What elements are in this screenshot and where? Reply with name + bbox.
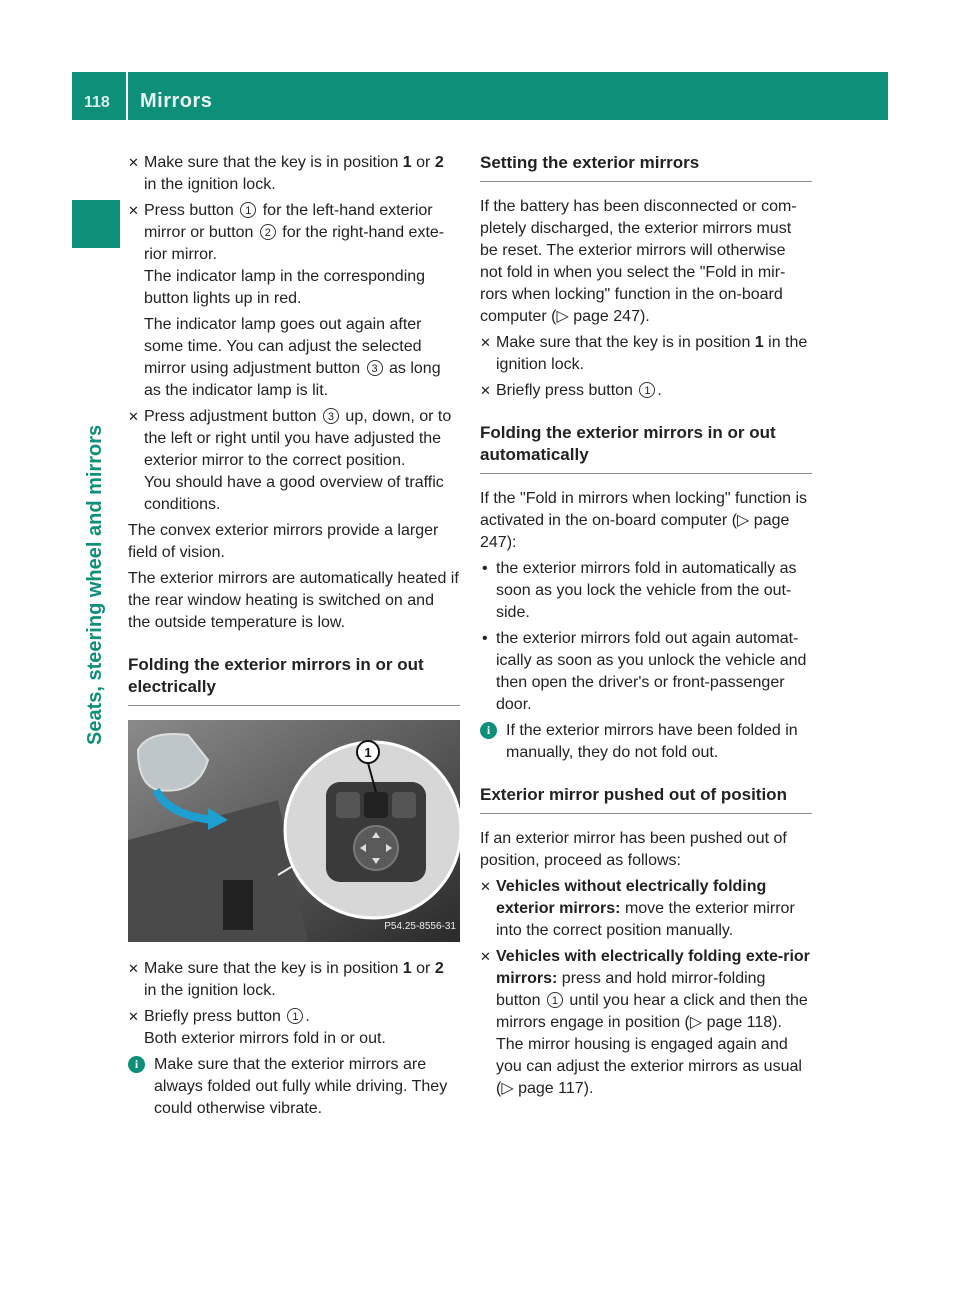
step-result: The mirror housing is engaged again and you can adjust the exterior mirrors as usual (▷ page 117). (496, 1036, 802, 1097)
paragraph: If an exterior mirror has been pushed out of position, proceed as follows: (480, 830, 787, 869)
step-result: The indicator lamp goes out again after some time. You can adjust the selected mirror using adjustment button 3 as long as the indicator lamp is lit. (144, 316, 441, 399)
callout-number: 1 (639, 382, 655, 398)
callout-number: 1 (287, 1008, 303, 1024)
step: ✕ Briefly press button 1 . Both exterior mirrors fold in or out. (128, 1006, 460, 1050)
step-marker-icon: ✕ (480, 335, 491, 350)
door-panel-figure (128, 720, 460, 942)
step: ✕ Briefly press button 1 . (480, 380, 812, 402)
info-note: i Make sure that the exterior mirrors are always folded out fully while driving. They could otherwise vibrate. (128, 1054, 460, 1120)
callout-number: 3 (323, 408, 339, 424)
page-ref-arrow-icon: ▷ (737, 512, 750, 529)
section-heading: Setting the exterior mirrors (480, 152, 812, 182)
list-item: • the exterior mirrors fold in automatically as soon as you lock the vehicle from the out-side. (482, 560, 797, 621)
info-note: i If the exterior mirrors have been folded in manually, they do not fold out. (480, 720, 812, 764)
step: ✕ Make sure that the key is in position 1 in the ignition lock. (480, 334, 808, 373)
paragraph: The convex exterior mirrors provide a larger field of vision. (128, 522, 439, 561)
step: ✕ Press button 1 for the left-hand exterior mirror or button 2 for the right-hand exte-rior mirror. The indicator lamp in the corresponding button lights up in red. The indicator lamp goes out again after some time. You can adjust the selected mirror using adjustment button 3 as long as the indicator lamp is lit. (128, 200, 460, 402)
page-ref-arrow-icon: ▷ (556, 308, 569, 325)
left-column (128, 152, 460, 1124)
step-result: Both exterior mirrors fold in or out. (144, 1030, 386, 1047)
sidebar-block (72, 200, 120, 248)
sidebar-tab-label: Seats, steering wheel and mirrors (84, 424, 106, 745)
step-marker-icon: ✕ (480, 383, 491, 398)
section-heading: Folding the exterior mirrors in or out electrically (128, 654, 460, 706)
step-marker-icon: ✕ (480, 949, 491, 964)
step-result: You should have a good overview of traffic conditions. (144, 474, 444, 513)
figure-callout-number: 1 (364, 745, 372, 760)
bullet-icon: • (482, 560, 488, 577)
page-ref-arrow-icon: ▷ (689, 1014, 703, 1031)
paragraph: The exterior mirrors are automatically heated if the rear window heating is switched on and the outside temperature is low. (128, 570, 459, 631)
section-heading: Folding the exterior mirrors in or out automatically (480, 422, 812, 474)
step-marker-icon: ✕ (128, 961, 139, 976)
callout-number: 3 (367, 360, 383, 376)
step: ✕ Vehicles with electrically folding exte-rior mirrors: press and hold mirror-folding button 1 until you hear a click and then the mirrors engage in position (▷ page 118). The mirror housing is engaged again and you can adjust the exterior mirrors as usual (▷ page 117). (480, 946, 812, 1100)
callout-number: 1 (547, 992, 563, 1008)
figure-code: P54.25-8556-31 (384, 921, 456, 932)
step-marker-icon: ✕ (480, 879, 491, 894)
step: ✕ Make sure that the key is in position 1 or 2 in the ignition lock. (128, 960, 444, 999)
callout-number: 2 (260, 224, 276, 240)
page-number: 118 (84, 94, 110, 111)
step: ✕ Vehicles without electrically folding exterior mirrors: move the exterior mirror into the correct position manually. (480, 878, 795, 939)
list-item: • the exterior mirrors fold out again automat-ically as soon as you unlock the vehicle and then open the driver's or front-passenger door. (482, 630, 807, 713)
step: ✕ Make sure that the key is in position 1 or 2 in the ignition lock. (128, 154, 444, 193)
step-marker-icon: ✕ (128, 409, 139, 424)
right-column (480, 152, 812, 1104)
step: ✕ Press adjustment button 3 up, down, or to the left or right until you have adjusted the exterior mirror to the correct position. You should have a good overview of traffic conditions. (128, 406, 460, 516)
paragraph: If the "Fold in mirrors when locking" function is activated in the on-board computer (▷ page 247): (480, 490, 808, 551)
callout-number: 1 (240, 202, 256, 218)
step-marker-icon: ✕ (128, 155, 139, 170)
page-ref-arrow-icon: ▷ (501, 1080, 514, 1097)
step-result: The indicator lamp in the corresponding button lights up in red. (144, 268, 426, 307)
header-divider (126, 72, 128, 120)
step-marker-icon: ✕ (128, 203, 139, 218)
paragraph: If the battery has been disconnected or com-pletely discharged, the exterior mirrors must be reset. The exterior mirrors will otherwise not fold in when you select the "Fold in mir-rors when locking" function in the on-board computer (▷ page 247). (480, 198, 797, 325)
section-heading: Exterior mirror pushed out of position (480, 784, 812, 814)
info-icon: i (128, 1056, 145, 1073)
bullet-icon: • (482, 630, 488, 647)
info-icon: i (480, 722, 497, 739)
mirror-switch-illustration (128, 720, 460, 942)
section-title: Mirrors (140, 90, 213, 112)
step-marker-icon: ✕ (128, 1009, 139, 1024)
